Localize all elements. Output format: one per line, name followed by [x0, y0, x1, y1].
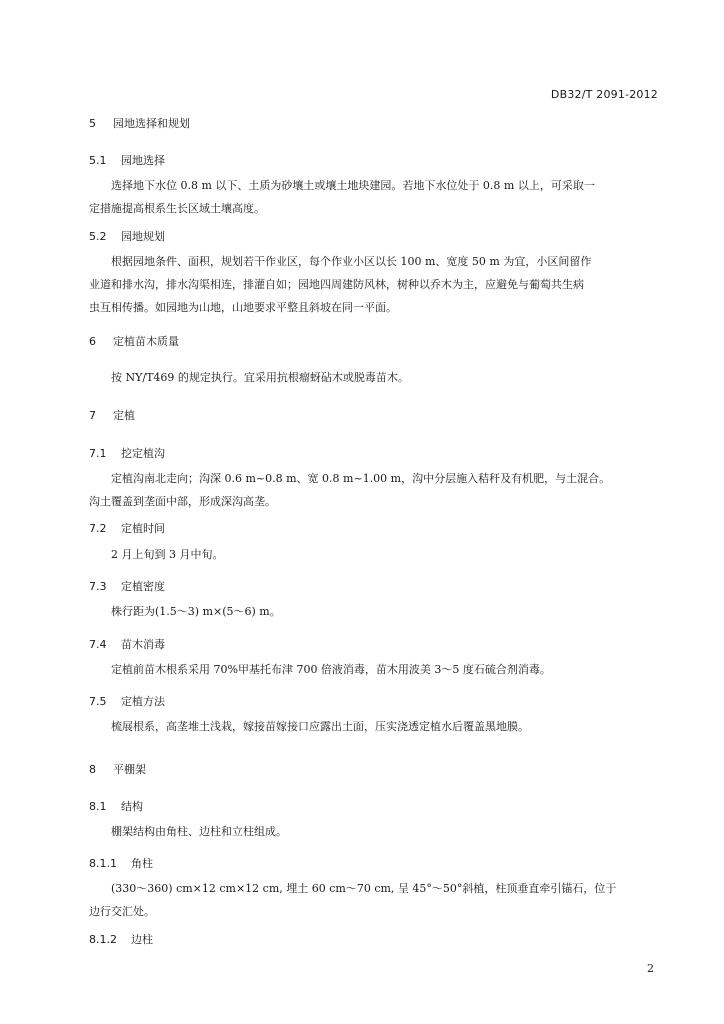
heading-title: 定植密度	[121, 580, 165, 593]
heading-5-1	[89, 152, 165, 168]
heading-number: 8.1.1	[89, 857, 117, 870]
heading-number: 5.1	[89, 154, 107, 167]
heading-number: 7	[89, 409, 96, 422]
heading-title: 边柱	[131, 933, 153, 946]
paragraph-7-2	[89, 543, 657, 566]
paragraph-line: 根据园地条件、面积，规划若干作业区，每个作业小区以长 100 m、宽度 50 m 为宜，小区间留作	[111, 255, 592, 268]
paragraph-8-1	[89, 820, 657, 843]
heading-title: 园地选择和规划	[113, 117, 190, 130]
heading-title: 定植方法	[121, 695, 165, 708]
heading-title: 角柱	[131, 857, 153, 870]
heading-title: 挖定植沟	[121, 447, 165, 460]
paragraph-7-5	[89, 715, 657, 738]
paragraph-8-1-1	[89, 877, 657, 923]
heading-title: 苗木消毒	[121, 638, 165, 651]
heading-title: 结构	[121, 800, 143, 813]
paragraph-line: 2 月上旬到 3 月中旬。	[111, 548, 224, 561]
paragraph-7-4	[89, 658, 657, 681]
heading-6	[89, 333, 179, 349]
heading-8-1	[89, 798, 143, 814]
heading-number: 7.2	[89, 522, 107, 535]
heading-title: 定植苗木质量	[113, 335, 179, 348]
heading-number: 5	[89, 117, 96, 130]
heading-number: 7.1	[89, 447, 107, 460]
standard-code: DB32/T 2091-2012	[550, 88, 658, 101]
heading-5-2	[89, 228, 165, 244]
paragraph-line: 梳展根系，高垄堆土浅栽，嫁接苗嫁接口应露出土面，压实浇透定植水后覆盖黑地膜。	[111, 720, 529, 733]
paragraph-7-1	[89, 467, 657, 513]
heading-title: 定植	[113, 409, 135, 422]
heading-8-1-1	[89, 855, 153, 871]
paragraph-line: 定植沟南北走向；沟深 0.6 m~0.8 m、宽 0.8 m~1.00 m，沟中分层施入秸秆及有机肥，与土混合。	[111, 472, 611, 485]
paragraph-line: 边行交汇处。	[89, 905, 155, 918]
paragraph-line: 业道和排水沟，排水沟渠相连，排灌自如；园地四周建防风林，树种以乔木为主，应避免与葡萄共生病	[89, 278, 584, 291]
heading-title: 园地选择	[121, 154, 165, 167]
heading-7-1	[89, 445, 165, 461]
heading-7-5	[89, 693, 165, 709]
heading-number: 5.2	[89, 230, 107, 243]
paragraph-line: 定植前苗木根系采用 70%甲基托布津 700 倍液消毒，苗木用波美 3～5 度石硫合剂消毒。	[111, 663, 551, 676]
paragraph-line: 沟土覆盖到垄面中部，形成深沟高垄。	[89, 495, 276, 508]
heading-title: 平棚架	[113, 763, 146, 776]
paragraph-line: (330～360) cm×12 cm×12 cm, 埋土 60 cm～70 cm, 呈 45°～50°斜植，柱顶垂直牵引锚石，位于	[111, 882, 617, 895]
heading-7-2	[89, 520, 165, 536]
paragraph-line: 选择地下水位 0.8 m 以下、土质为砂壤土或壤土地块建园。若地下水位处于 0.8 m 以上，可采取一	[111, 179, 595, 192]
heading-number: 8.1	[89, 800, 107, 813]
paragraph-5-2	[89, 250, 657, 319]
heading-5	[89, 115, 190, 131]
heading-7-3	[89, 578, 165, 594]
page-number: 2	[647, 962, 654, 975]
heading-8	[89, 761, 146, 777]
paragraph-line: 虫互相传播。如园地为山地，山地要求平整且斜坡在同一平面。	[89, 301, 397, 314]
heading-title: 定植时间	[121, 522, 165, 535]
paragraph-line: 株行距为(1.5～3) m×(5～6) m。	[111, 605, 281, 618]
paragraph-6	[89, 366, 657, 389]
heading-number: 8.1.2	[89, 933, 117, 946]
paragraph-7-3	[89, 600, 657, 623]
heading-title: 园地规划	[121, 230, 165, 243]
heading-number: 7.4	[89, 638, 107, 651]
heading-number: 7.5	[89, 695, 107, 708]
heading-7	[89, 407, 135, 423]
heading-number: 6	[89, 335, 96, 348]
heading-number: 8	[89, 763, 96, 776]
heading-8-1-2	[89, 931, 153, 947]
paragraph-5-1	[89, 174, 657, 220]
paragraph-line: 定措施提高根系生长区域土壤高度。	[89, 202, 265, 215]
heading-7-4	[89, 636, 165, 652]
paragraph-line: 按 NY/T469 的规定执行。宜采用抗根瘤蚜砧木或脱毒苗木。	[111, 371, 409, 384]
heading-number: 7.3	[89, 580, 107, 593]
paragraph-line: 棚架结构由角柱、边柱和立柱组成。	[111, 825, 287, 838]
